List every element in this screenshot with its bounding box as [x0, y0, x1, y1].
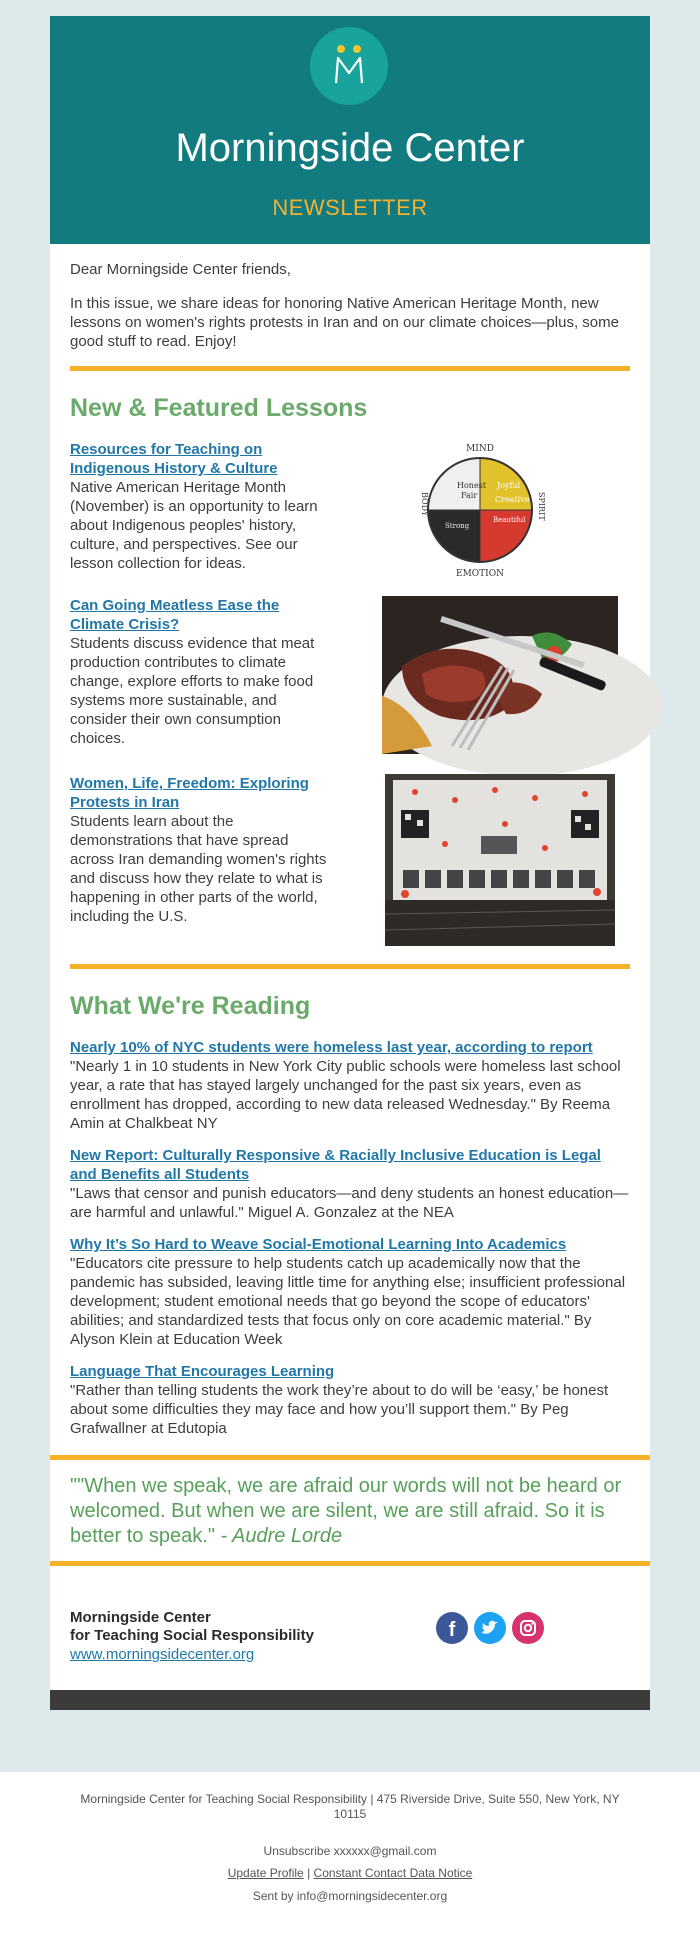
- instagram-icon[interactable]: [512, 1612, 544, 1644]
- list-item: [70, 1235, 630, 1349]
- wheel-left-label: BODY: [420, 492, 429, 517]
- wheel-word: Strong: [445, 522, 470, 530]
- lesson-desc: Students discuss evidence that meat production contributes to climate change, explore efforts to make food systems more sustainable, and consider their own consumption choices.: [70, 635, 315, 747]
- newsletter-header: [50, 16, 650, 244]
- lesson-item: [50, 774, 650, 950]
- wheel-word: Joyful: [497, 481, 521, 490]
- list-item: [70, 1038, 630, 1133]
- twitter-icon[interactable]: [474, 1612, 506, 1644]
- sent-by: Sent by info@morningsidecenter.org: [252, 1889, 448, 1903]
- reading-text: "Rather than telling students the work they’re about to do will be ‘easy,’ be honest about some difficulties they may face and how you’ll support them." By Peg Grafwallner at Edutopia: [70, 1382, 609, 1437]
- reading-text: "Educators cite pressure to help students catch up academically now that the pandemic has subsided, leaving little time for anything else; insufficient professional development; student emotional needs that go beyond the scope of educators' abilities; and standardized tests that focus only on core academic material." By Alyson Klein at Education Week: [70, 1255, 626, 1348]
- reading-text: "Laws that censor and punish educators—and deny students an honest education—are harmful and unlawful." Miguel A. Gonzalez at the NEA: [70, 1185, 629, 1221]
- list-item: [70, 1146, 630, 1222]
- wheel-top-label: MIND: [466, 444, 494, 454]
- newsletter-label: NEWSLETTER: [272, 195, 428, 220]
- lesson-item: [50, 596, 650, 756]
- reading-link[interactable]: Language That Encourages Learning: [70, 1363, 335, 1380]
- divider: [70, 366, 630, 371]
- lesson-link-indigenous[interactable]: Resources for Teaching on Indigenous History & Culture: [70, 441, 278, 477]
- wheel-word: Honest: [457, 481, 486, 490]
- data-notice-link[interactable]: Constant Contact Data Notice: [313, 1866, 473, 1880]
- footer-block: [50, 1566, 650, 1690]
- medicine-wheel-image: [415, 440, 545, 580]
- link-separator: |: [307, 1866, 311, 1880]
- quote-block: [50, 1460, 650, 1561]
- lesson-item: [50, 440, 650, 586]
- wheel-word: Beautiful: [493, 516, 526, 524]
- lesson-link-meatless[interactable]: Can Going Meatless Ease the Climate Crisis?: [70, 597, 280, 633]
- reading-text: "Nearly 1 in 10 students in New York City public schools were homeless last school year, a rate that has stayed largely unchanged for the past six years, even as enrollment has dropped, according to new data released Wednesday." By Reema Amin at Chalkbeat NY: [70, 1058, 621, 1132]
- quote-text: ""When we speak, we are afraid our words will not be heard or welcomed. But when we are silent, we are still afraid. So it is better to speak.": [70, 1475, 622, 1547]
- footer-org-line1: Morningside Center: [70, 1609, 211, 1626]
- greeting: Dear Morningside Center friends,: [70, 261, 291, 278]
- wheel-bottom-label: EMOTION: [456, 569, 504, 579]
- wheel-word: Fair: [461, 491, 478, 500]
- reading-link[interactable]: Nearly 10% of NYC students were homeless last year, according to report: [70, 1039, 593, 1056]
- unsubscribe-link[interactable]: Unsubscribe xxxxxx@gmail.com: [263, 1844, 437, 1858]
- email-footer: [0, 1772, 700, 1938]
- list-item: [70, 1362, 630, 1438]
- org-title: Morningside Center: [175, 126, 525, 170]
- morningside-logo-icon: [310, 27, 388, 105]
- divider: [70, 964, 630, 969]
- reading-list: [50, 1038, 650, 1438]
- steak-plate-image: [382, 596, 618, 754]
- footer-links: [0, 1866, 700, 1881]
- iran-vigil-image: [385, 774, 615, 946]
- newsletter-card: [50, 16, 650, 1710]
- update-profile-link[interactable]: Update Profile: [227, 1866, 304, 1880]
- footer-org-line2: for Teaching Social Responsibility: [70, 1627, 314, 1644]
- lesson-desc: Native American Heritage Month (November) is an opportunity to learn about Indigenous peoples' history, culture, and perspectives. See our lesson collection for ideas.: [70, 479, 318, 572]
- lesson-link-iran[interactable]: Women, Life, Freedom: Exploring Protests in Iran: [70, 775, 309, 811]
- reading-link[interactable]: New Report: Culturally Responsive & Racially Inclusive Education is Legal and Benefits all Students: [70, 1147, 601, 1183]
- lesson-desc: Students learn about the demonstrations that have spread across Iran demanding women's rights and discuss how they relate to what is happening in other parts of the world, including the U.S.: [70, 813, 327, 925]
- facebook-glyph: f: [448, 1619, 456, 1641]
- section-title-reading: What We're Reading: [70, 992, 311, 1020]
- website-link[interactable]: www.morningsidecenter.org: [70, 1646, 255, 1663]
- quote-author: - Audre Lorde: [214, 1525, 343, 1547]
- facebook-icon[interactable]: [436, 1612, 468, 1644]
- footer-org: [70, 1609, 314, 1645]
- footer-bar: [50, 1690, 650, 1710]
- wheel-right-label: SPIRIT: [537, 492, 546, 521]
- wheel-word: Creative: [495, 495, 530, 504]
- intro-body: In this issue, we share ideas for honoring Native American Heritage Month, new lessons on women's rights protests in Iran and on our climate choices—plus, some good stuff to read. Enjoy!: [70, 295, 619, 350]
- reading-link[interactable]: Why It’s So Hard to Weave Social-Emotional Learning Into Academics: [70, 1236, 567, 1253]
- footer-address: Morningside Center for Teaching Social Responsibility | 475 Riverside Drive, Suite 550, New York, NY 10115: [80, 1792, 620, 1821]
- intro-section: [50, 244, 650, 351]
- section-title-lessons: New & Featured Lessons: [70, 394, 368, 422]
